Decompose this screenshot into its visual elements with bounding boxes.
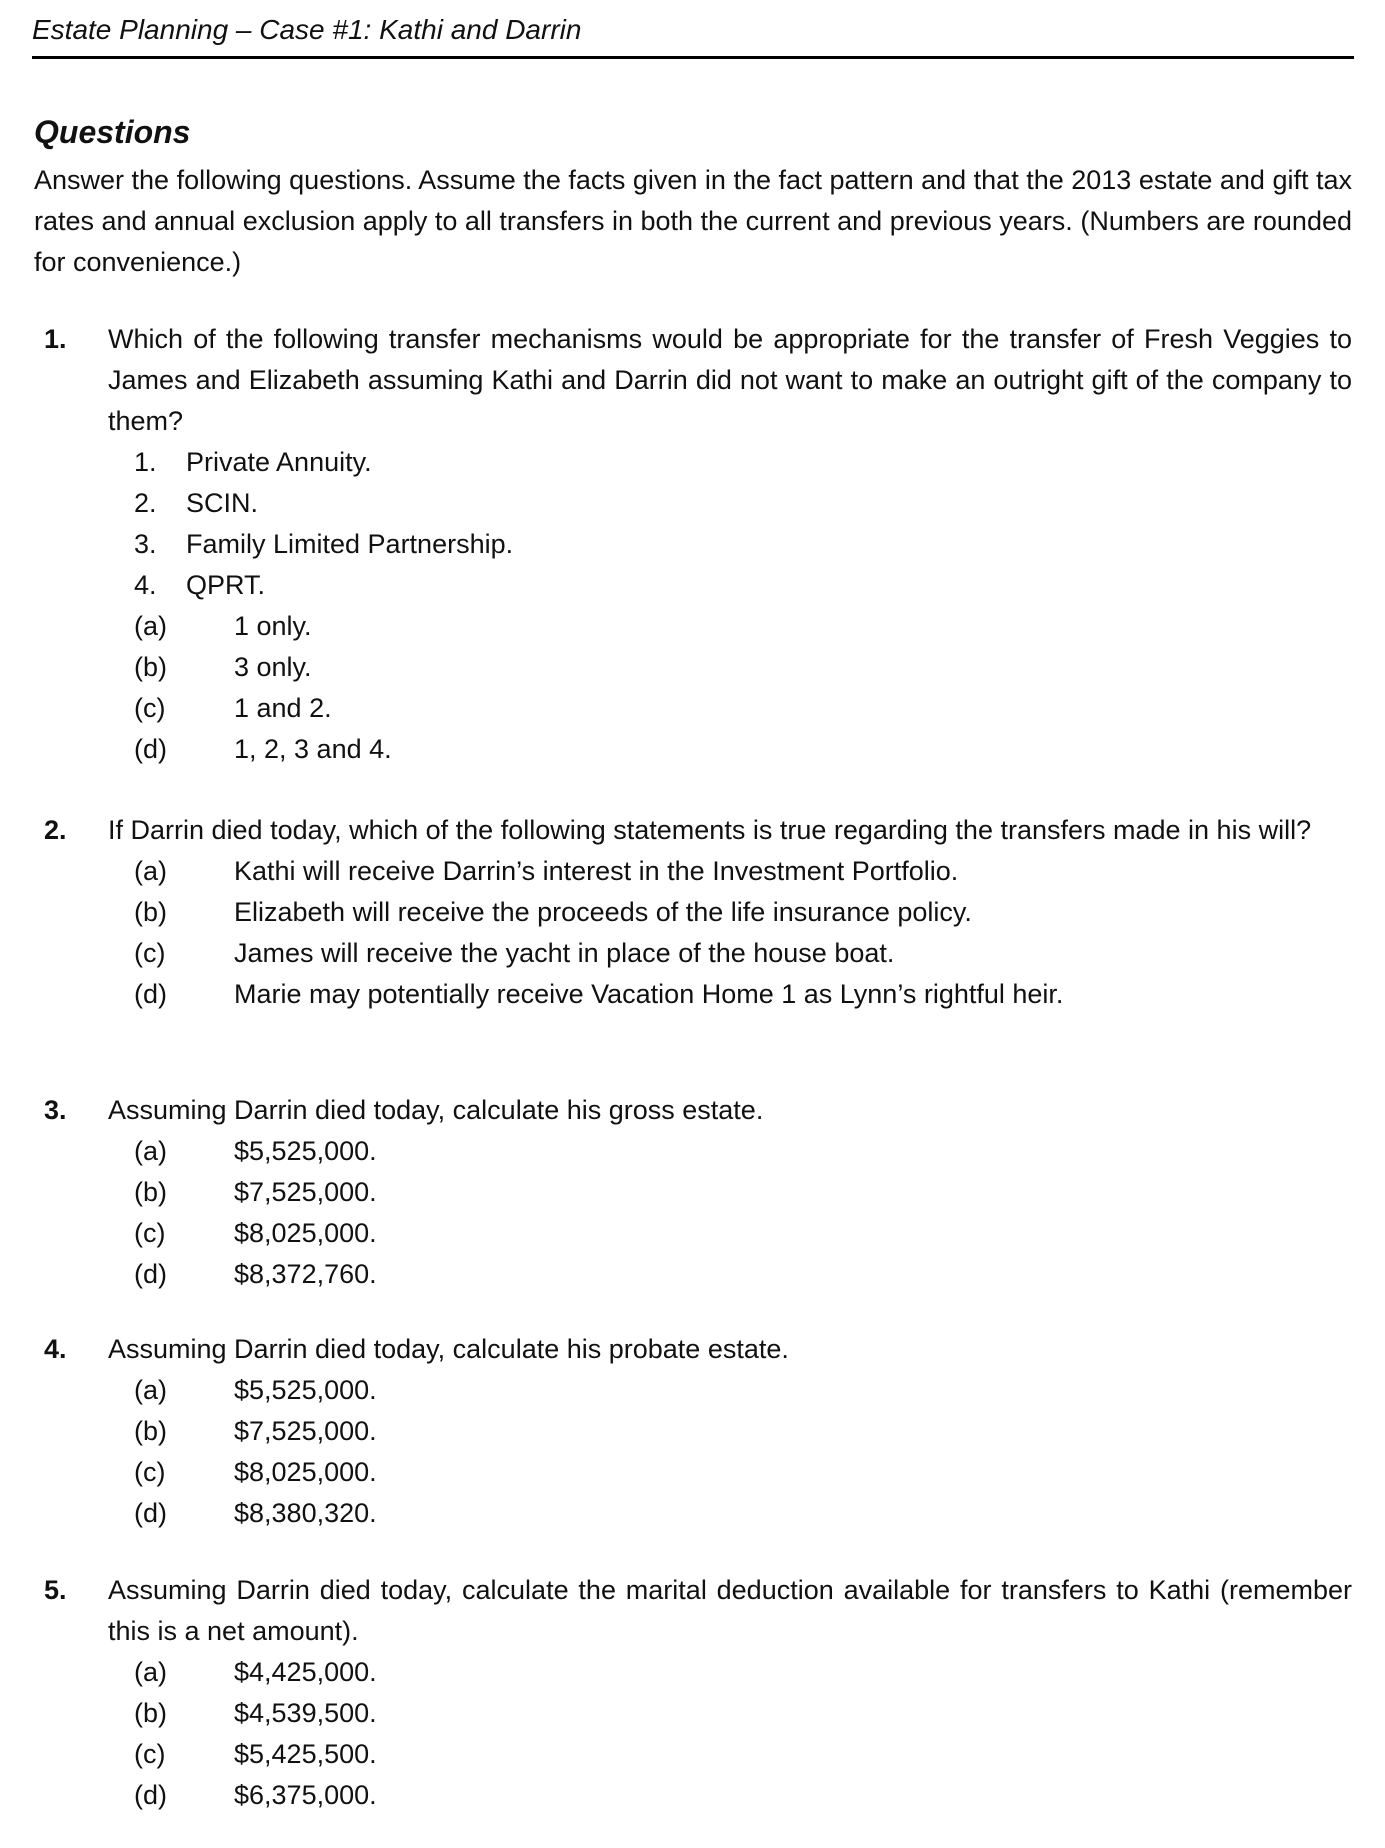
option-text: Elizabeth will receive the proceeds of the life insurance policy. xyxy=(234,897,972,927)
answer-option-d xyxy=(134,974,1352,1015)
question-text: Which of the following transfer mechanisms would be appropriate for the transfer of Fresh Veggies to James and Elizabeth assuming Kathi and Darrin did not want to make an outright gift of the company to them? xyxy=(108,324,1352,436)
option-text: $8,025,000. xyxy=(234,1218,377,1248)
answer-option-a xyxy=(134,1370,1352,1411)
option-letter: (c) xyxy=(134,1739,166,1769)
list-item xyxy=(134,442,1352,483)
item-number: 4. xyxy=(134,570,157,600)
question-5 xyxy=(34,1570,1352,1816)
item-text: Family Limited Partnership. xyxy=(186,529,514,559)
option-letter: (b) xyxy=(134,1177,167,1207)
answer-option-c xyxy=(134,933,1352,974)
item-text: Private Annuity. xyxy=(186,447,372,477)
question-3 xyxy=(34,1090,1352,1295)
option-text: 3 only. xyxy=(234,652,312,682)
question-1 xyxy=(34,319,1352,770)
answer-option-a xyxy=(134,1131,1352,1172)
option-text: $5,425,500. xyxy=(234,1739,377,1769)
option-letter: (d) xyxy=(134,979,167,1009)
question-number: 4. xyxy=(44,1334,67,1364)
option-text: $7,525,000. xyxy=(234,1177,377,1207)
option-text: $8,025,000. xyxy=(234,1457,377,1487)
option-letter: (d) xyxy=(134,1498,167,1528)
option-text: $5,525,000. xyxy=(234,1375,377,1405)
option-letter: (c) xyxy=(134,938,166,968)
answer-option-d xyxy=(134,1493,1352,1534)
option-text: $4,425,000. xyxy=(234,1657,377,1687)
option-letter: (a) xyxy=(134,856,167,886)
option-letter: (a) xyxy=(134,1657,167,1687)
question-2 xyxy=(34,810,1352,1015)
answer-option-b xyxy=(134,647,1352,688)
option-letter: (a) xyxy=(134,611,167,641)
option-letter: (b) xyxy=(134,1698,167,1728)
answer-option-b xyxy=(134,1693,1352,1734)
answer-option-a xyxy=(134,851,1352,892)
answer-option-b xyxy=(134,1411,1352,1452)
option-text: 1 and 2. xyxy=(234,693,332,723)
item-number: 2. xyxy=(134,488,157,518)
option-letter: (b) xyxy=(134,652,167,682)
intro-paragraph: Answer the following questions. Assume the facts given in the fact pattern and that the 2013 estate and gift tax rates and annual exclusion apply to all transfers in both the current and previous years. (Numbers are rounded for convenience.) xyxy=(34,165,1352,277)
item-number: 3. xyxy=(134,529,157,559)
section-title: Questions xyxy=(34,114,191,150)
item-text: QPRT. xyxy=(186,570,266,600)
answer-option-c xyxy=(134,1452,1352,1493)
answer-option-a xyxy=(134,606,1352,647)
page-header xyxy=(32,10,1354,59)
option-letter: (b) xyxy=(134,897,167,927)
option-letter: (c) xyxy=(134,693,166,723)
answer-option-c xyxy=(134,1734,1352,1775)
question-number: 3. xyxy=(44,1095,67,1125)
question-text: Assuming Darrin died today, calculate his probate estate. xyxy=(108,1334,789,1364)
answer-option-d xyxy=(134,1254,1352,1295)
answer-option-b xyxy=(134,1172,1352,1213)
option-letter: (d) xyxy=(134,1780,167,1810)
question-text: Assuming Darrin died today, calculate his gross estate. xyxy=(108,1095,764,1125)
header-title: Estate Planning – Case #1: Kathi and Darrin xyxy=(32,14,582,45)
option-text: $7,525,000. xyxy=(234,1416,377,1446)
option-text: 1, 2, 3 and 4. xyxy=(234,734,392,764)
question-text: If Darrin died today, which of the following statements is true regarding the transfers made in his will? xyxy=(108,815,1312,845)
option-letter: (d) xyxy=(134,734,167,764)
option-letter: (c) xyxy=(134,1457,166,1487)
question-number: 1. xyxy=(44,324,67,354)
list-item xyxy=(134,483,1352,524)
item-text: SCIN. xyxy=(186,488,259,518)
answer-option-b xyxy=(134,892,1352,933)
question-number: 2. xyxy=(44,815,67,845)
option-letter: (a) xyxy=(134,1136,167,1166)
option-text: Kathi will receive Darrin’s interest in the Investment Portfolio. xyxy=(234,856,959,886)
option-text: Marie may potentially receive Vacation Home 1 as Lynn’s rightful heir. xyxy=(234,979,1064,1009)
option-text: James will receive the yacht in place of the house boat. xyxy=(234,938,895,968)
answer-option-d xyxy=(134,1775,1352,1816)
item-number: 1. xyxy=(134,447,157,477)
option-letter: (b) xyxy=(134,1416,167,1446)
question-4 xyxy=(34,1329,1352,1534)
option-letter: (c) xyxy=(134,1218,166,1248)
question-number: 5. xyxy=(44,1575,67,1605)
answer-option-d xyxy=(134,729,1352,770)
option-letter: (d) xyxy=(134,1259,167,1289)
option-text: $8,380,320. xyxy=(234,1498,377,1528)
list-item xyxy=(134,524,1352,565)
option-text: 1 only. xyxy=(234,611,312,641)
option-letter: (a) xyxy=(134,1375,167,1405)
answer-option-c xyxy=(134,1213,1352,1254)
answer-option-c xyxy=(134,688,1352,729)
option-text: $5,525,000. xyxy=(234,1136,377,1166)
list-item xyxy=(134,565,1352,606)
question-text: Assuming Darrin died today, calculate the marital deduction available for transfers to Kathi (remember this is a net amount). xyxy=(108,1575,1352,1646)
option-text: $4,539,500. xyxy=(234,1698,377,1728)
answer-option-a xyxy=(134,1652,1352,1693)
option-text: $6,375,000. xyxy=(234,1780,377,1810)
option-text: $8,372,760. xyxy=(234,1259,377,1289)
